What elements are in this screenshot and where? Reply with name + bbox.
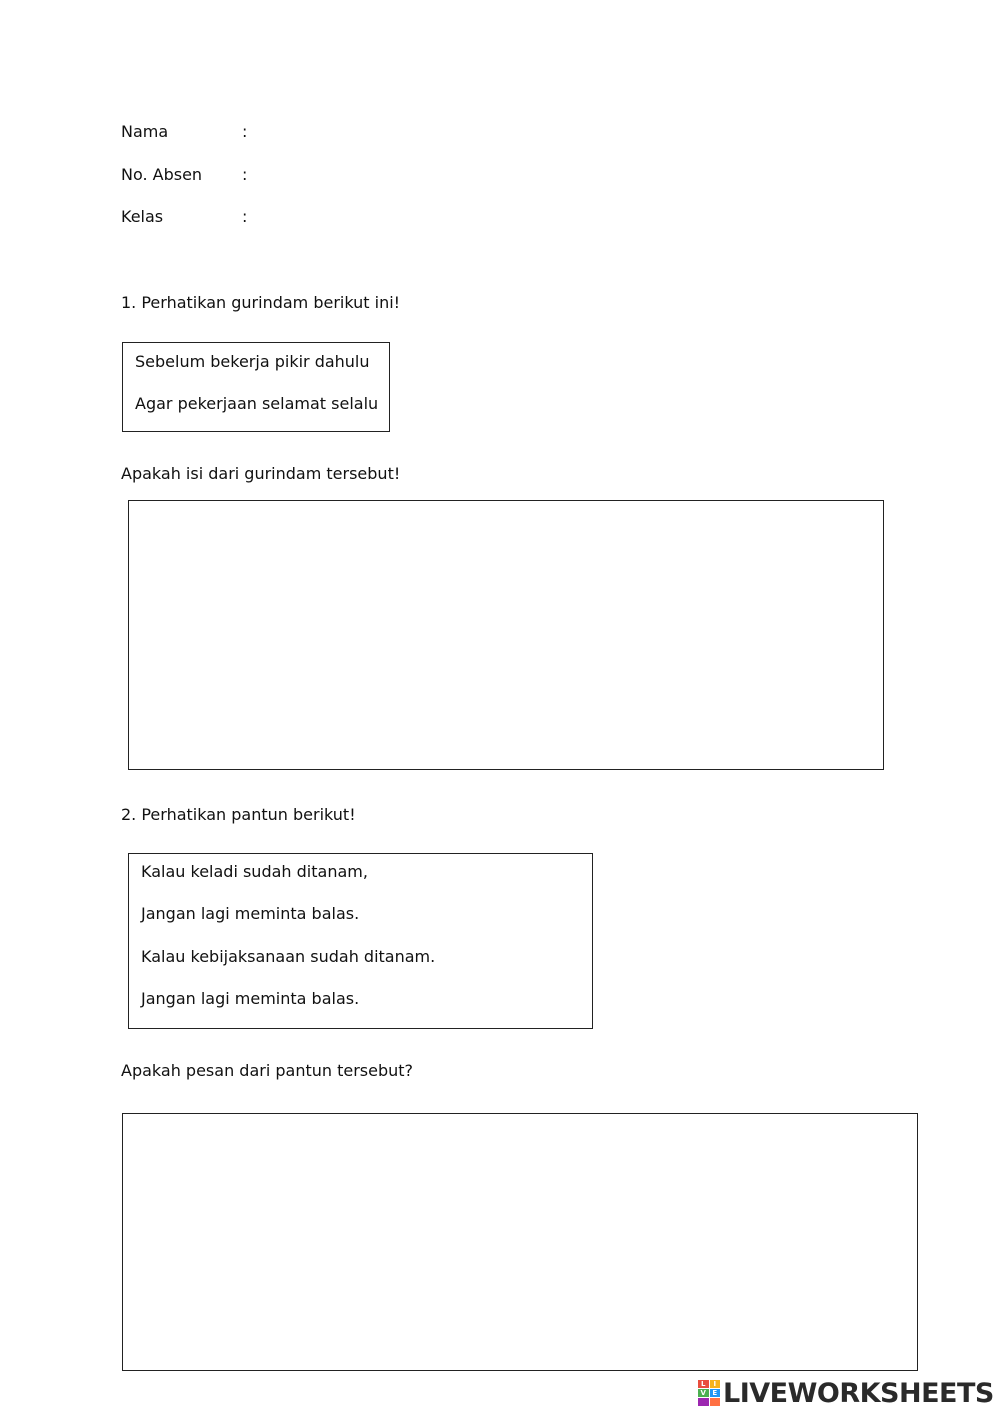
gurindam-line: Agar pekerjaan selamat selalu xyxy=(135,394,379,413)
question1-text: Apakah isi dari gurindam tersebut! xyxy=(121,464,401,483)
question1-prompt: 1. Perhatikan gurindam berikut ini! xyxy=(121,293,401,312)
pantun-line: Kalau keladi sudah ditanam, xyxy=(141,862,368,881)
pantun-line: Jangan lagi meminta balas. xyxy=(141,989,360,1008)
question2-text: Apakah pesan dari pantun tersebut? xyxy=(121,1061,414,1080)
liveworksheets-logo xyxy=(698,1378,994,1408)
gurindam-line: Sebelum bekerja pikir dahulu xyxy=(135,352,370,371)
gurindam-box xyxy=(122,342,390,432)
liveworksheets-logo-icon: L I V E xyxy=(698,1380,720,1406)
field-separator: : xyxy=(242,122,248,141)
answer-box-2[interactable] xyxy=(122,1113,918,1371)
pantun-line: Jangan lagi meminta balas. xyxy=(141,904,360,923)
pantun-box xyxy=(128,853,593,1029)
field-label-no-absen: No. Absen xyxy=(121,165,203,184)
pantun-line: Kalau kebijaksanaan sudah ditanam. xyxy=(141,947,436,966)
liveworksheets-logo-text: LIVEWORKSHEETS xyxy=(723,1377,994,1409)
answer-box-1[interactable] xyxy=(128,500,884,770)
field-separator: : xyxy=(242,165,248,184)
question2-prompt: 2. Perhatikan pantun berikut! xyxy=(121,805,356,824)
field-label-kelas: Kelas xyxy=(121,207,164,226)
field-separator: : xyxy=(242,207,248,226)
field-label-nama: Nama xyxy=(121,122,169,141)
